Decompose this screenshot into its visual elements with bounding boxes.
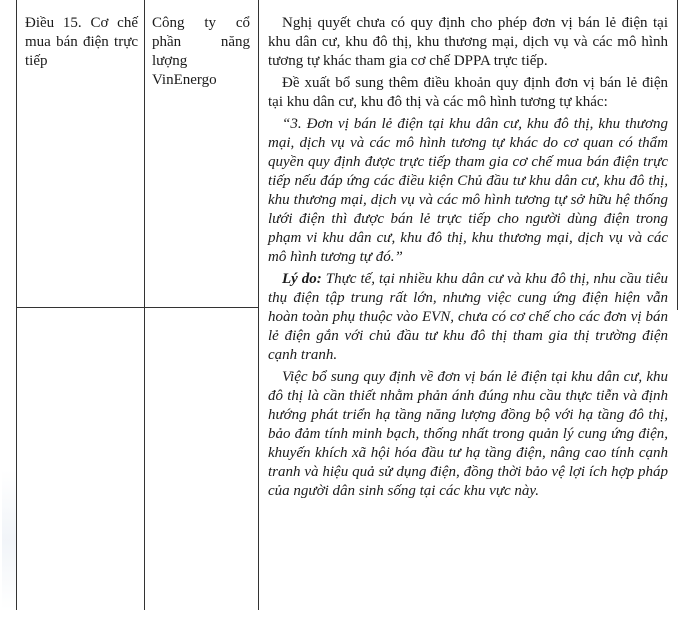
table-border-right — [677, 0, 678, 310]
article-title: Điều 15. Cơ chế mua bán điện trực tiếp — [25, 15, 138, 69]
company-line: lượng — [152, 53, 188, 69]
paragraph-proposal: Đề xuất bổ sung thêm điều khoản quy định đơn vị bán lẻ điện tại khu dân cư, khu đô thị và các mô hình tương tự khác: — [268, 75, 668, 110]
paragraph-justification: Việc bổ sung quy định về đơn vị bán lẻ điện tại khu dân cư, khu đô thị là cần thiết nhằm phản ánh đúng nhu cầu thực tiễn và định hướng phát triển hạ tầng năng lượng đồng bộ với hạ tầng đô thị, bảo đảm tính minh bạch, thống nhất trong quản lý cung ứng điện, khuyến khích xã hội hóa đầu tư hạ tầng điện, nâng cao tính cạnh tranh và hiệu quả sử dụng điện, đồng thời bảo vệ lợi ích hợp pháp của người dân sinh sống tại các khu vực này. — [268, 369, 668, 499]
table-row-divider — [16, 307, 259, 308]
company-cell — [152, 14, 250, 90]
company-line: VinEnergo — [152, 72, 217, 88]
company-line: Công ty cổ — [152, 15, 250, 31]
content-cell — [268, 14, 668, 504]
table-border-col2 — [258, 0, 259, 610]
article-cell — [25, 14, 138, 71]
scan-margin-mark — [2, 470, 16, 610]
proposed-clause-quote: “3. Đơn vị bán lẻ điện tại khu dân cư, khu đô thị, khu thương mại, dịch vụ và các mô hình tương tự khác do cơ quan có thẩm quyền quy định được trực tiếp tham gia cơ chế mua bán điện trực tiếp nếu đáp ứng các điều kiện Chủ đầu tư khu dân cư, khu đô thị, khu thương mại, dịch vụ và các mô hình tương tự sở hữu hệ thống lưới điện thì được bán lẻ trực tiếp cho người dùng điện trong phạm vi khu dân cư, khu đô thị, khu thương mại, dịch vụ và các mô hình tương tự đó.” — [268, 116, 668, 265]
reason-text: Thực tế, tại nhiều khu dân cư và khu đô thị, nhu cầu tiêu thụ điện tập trung rất lớn, nhưng việc cung ứng điện hiện vẫn hoàn toàn phụ thuộc vào EVN, chưa có cơ chế cho các đơn vị bán lẻ điện gắn với chủ đầu tư khu đô thị tham gia thị trường điện cạnh tranh. — [268, 271, 668, 363]
table-border-left — [16, 0, 17, 610]
company-line: phần năng — [152, 34, 250, 50]
table-border-col1 — [144, 0, 145, 610]
paragraph-current-status: Nghị quyết chưa có quy định cho phép đơn vị bán lẻ điện tại khu dân cư, khu đô thị, khu thương mại, dịch vụ và các mô hình tương tự khác tham gia cơ chế DPPA trực tiếp. — [268, 15, 668, 69]
paragraph-reason — [268, 270, 668, 365]
reason-label: Lý do: — [282, 271, 322, 287]
